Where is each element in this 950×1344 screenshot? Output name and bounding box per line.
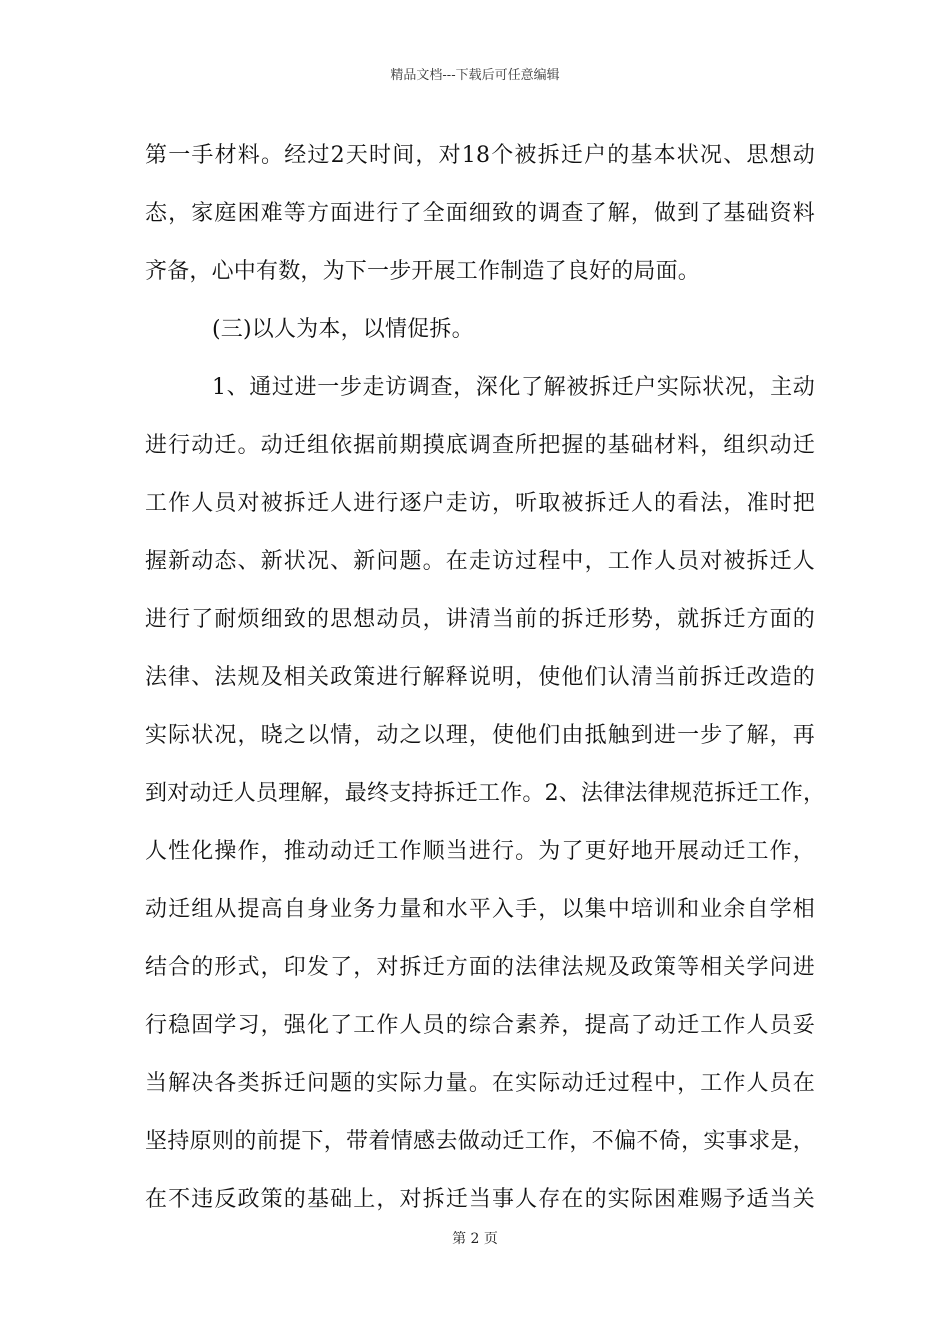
text-line: 到对动迁人员理解，最终支持拆迁工作。2、法律法律规范拆迁工作， [145, 781, 826, 806]
text-line: 工作人员对被拆迁人进行逐户走访，听取被拆迁人的看法，准时把 [145, 491, 815, 516]
text-line: 进行动迁。动迁组依据前期摸底调查所把握的基础材料，组织动迁 [145, 433, 815, 458]
text-line: 第一手材料。经过2天时间，对18个被拆迁户的基本状况、思想动 [145, 143, 815, 168]
text-line: 法律、法规及相关政策进行解释说明，使他们认清当前拆迁改造的 [145, 665, 815, 690]
text-line: 态，家庭困难等方面进行了全面细致的调查了解，做到了基础资料 [145, 201, 815, 226]
section-heading: (三)以人为本，以情促拆。 [212, 317, 474, 342]
text-line: 人性化操作，推动动迁工作顺当进行。为了更好地开展动迁工作， [145, 839, 815, 864]
text-line: 实际状况，晓之以情，动之以理，使他们由抵触到进一步了解，再 [145, 723, 815, 748]
text-line: 动迁组从提高自身业务力量和水平入手，以集中培训和业余自学相 [145, 897, 815, 922]
text-line: 行稳固学习，强化了工作人员的综合素养，提高了动迁工作人员妥 [145, 1013, 815, 1038]
text-line: 坚持原则的前提下，带着情感去做动迁工作，不偏不倚，实事求是， [145, 1129, 815, 1154]
text-line: 齐备，心中有数，为下一步开展工作制造了良好的局面。 [145, 259, 701, 284]
text-line: 结合的形式，印发了，对拆迁方面的法律法规及政策等相关学问进 [145, 955, 815, 980]
text-line: 进行了耐烦细致的思想动员，讲清当前的拆迁形势，就拆迁方面的 [145, 607, 815, 632]
page-number: 第 2 页 [452, 1231, 498, 1247]
text-line: 在不违反政策的基础上，对拆迁当事人存在的实际困难赐予适当关 [145, 1187, 815, 1212]
text-line: 握新动态、新状况、新问题。在走访过程中，工作人员对被拆迁人 [145, 549, 815, 574]
body-text [145, 127, 826, 1229]
page-header: 精品文档---下载后可任意编辑 [390, 68, 560, 83]
text-line: 当解决各类拆迁问题的实际力量。在实际动迁过程中，工作人员在 [145, 1071, 815, 1096]
text-line: 1、通过进一步走访调查，深化了解被拆迁户实际状况，主动 [212, 375, 815, 400]
